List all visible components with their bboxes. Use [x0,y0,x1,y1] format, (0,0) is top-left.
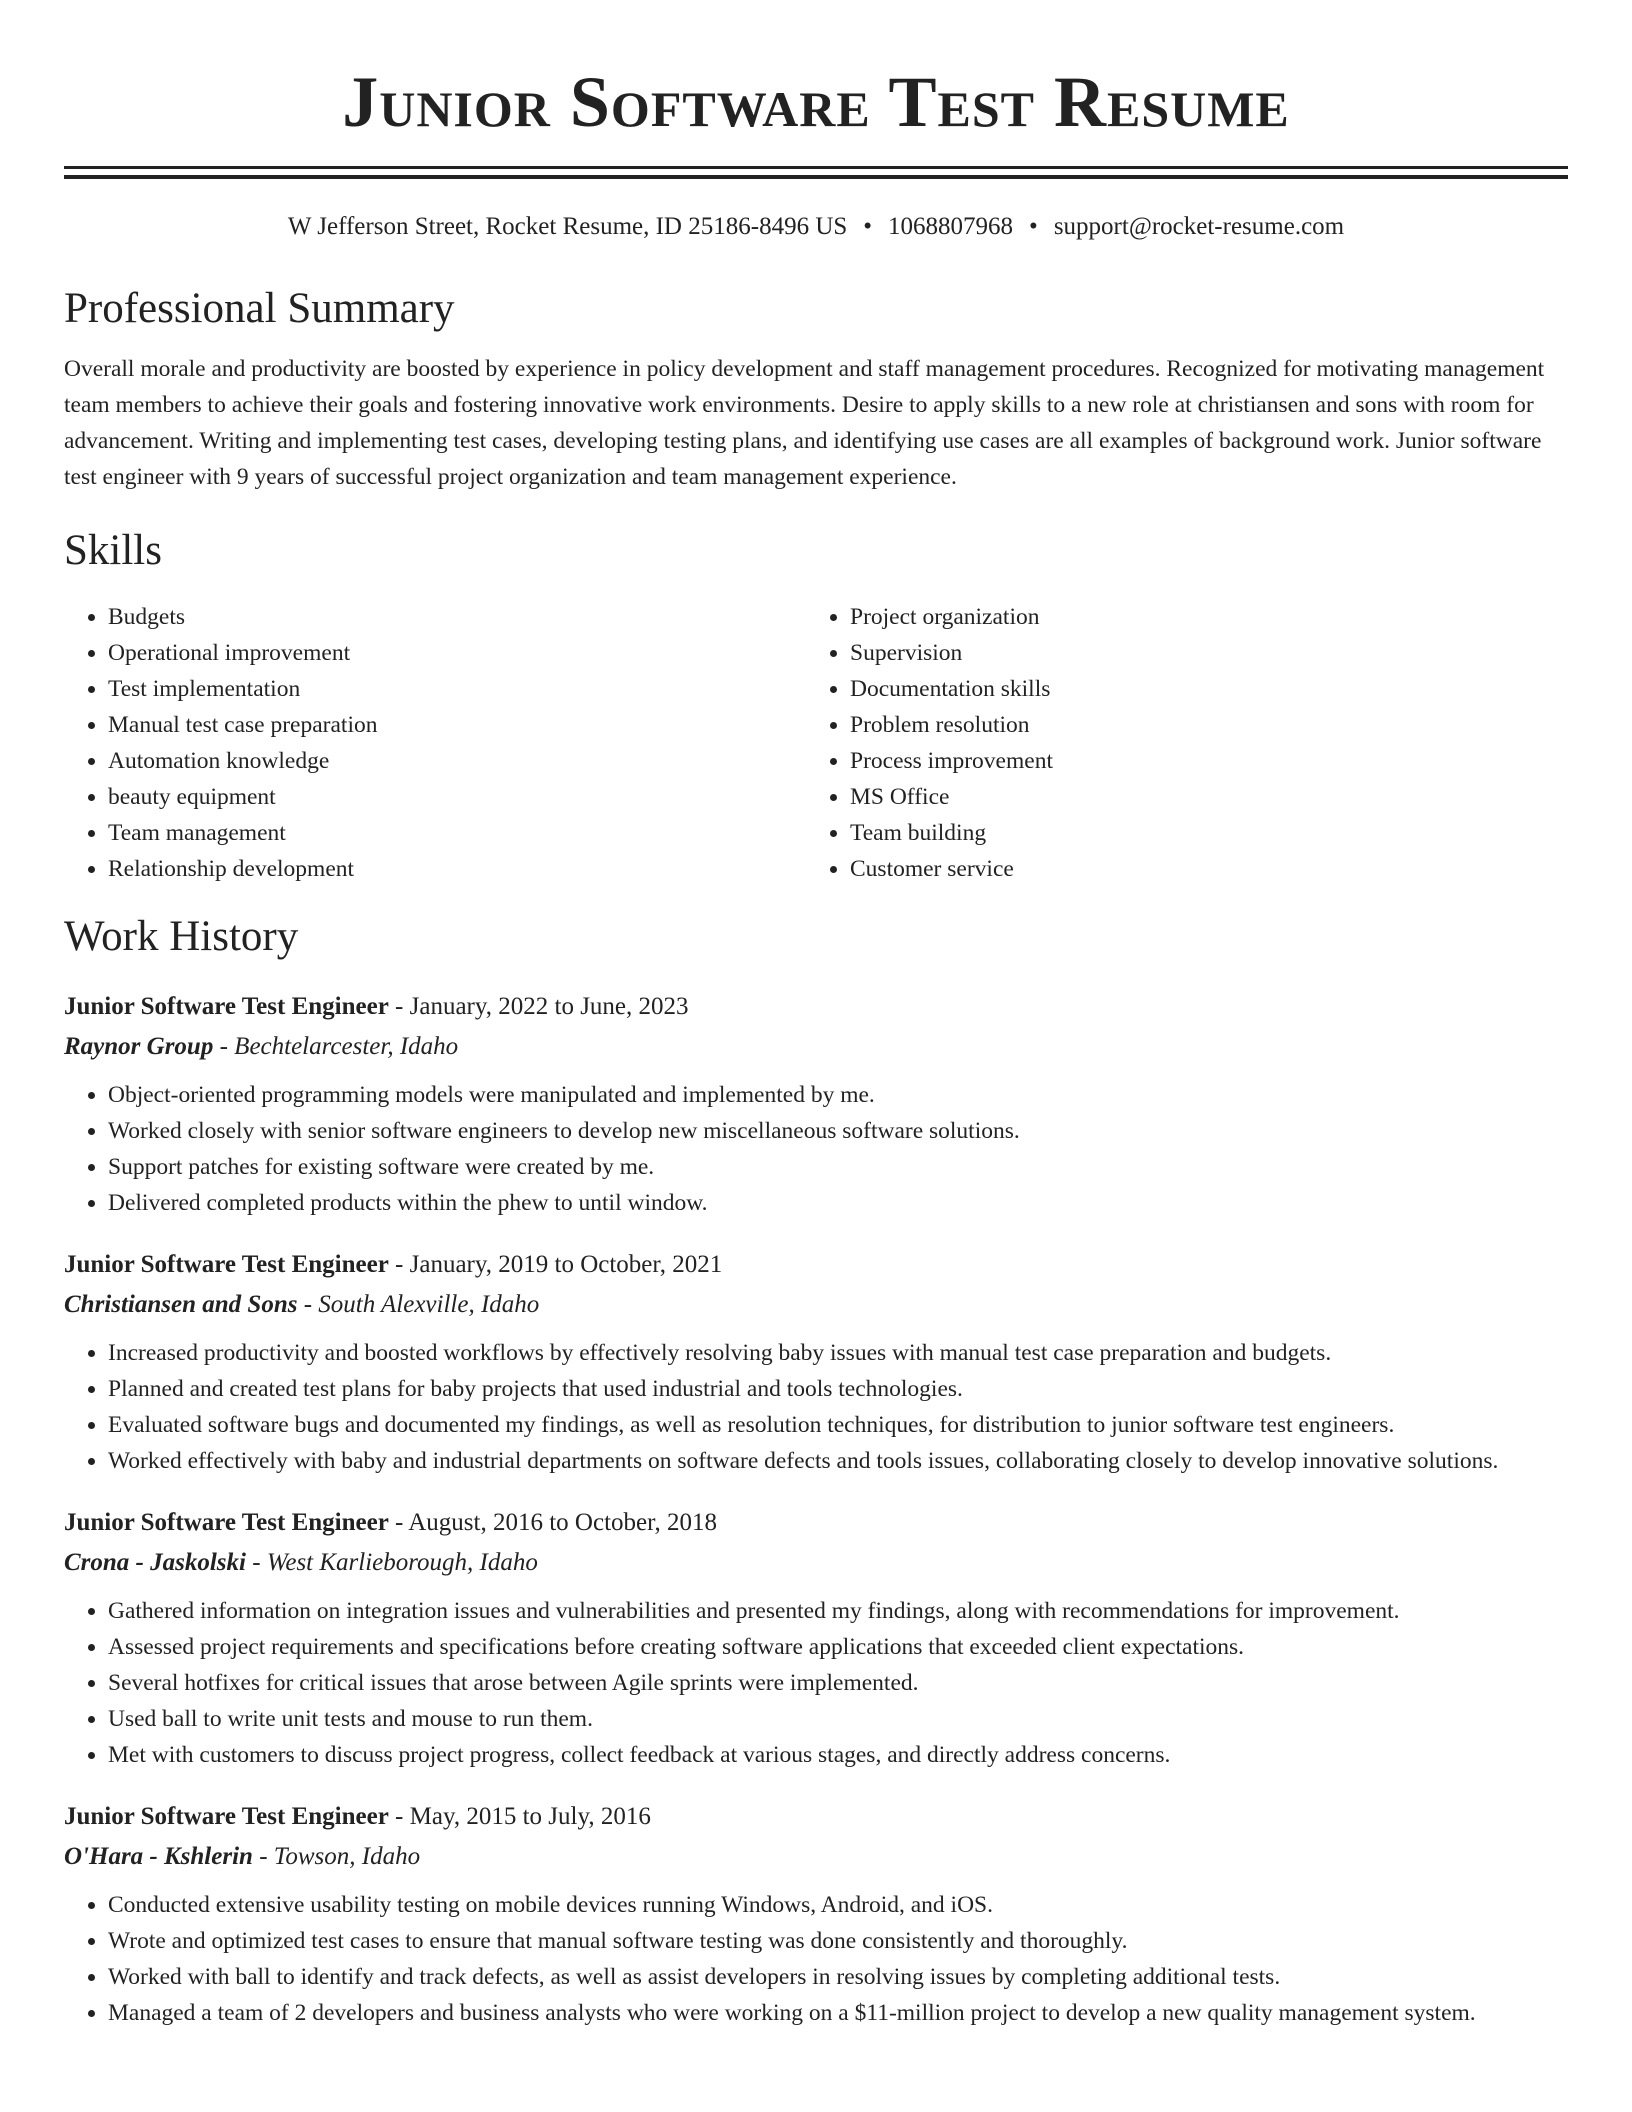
skill-item: • Team building [850,815,1548,851]
skill-item: • Manual test case preparation [108,707,806,743]
job-bullets [64,1593,1568,1773]
job-company: Crona - Jaskolski [64,1549,246,1576]
summary-text: Overall morale and productivity are boosted by experience in policy development and staff management procedures. Recognized for motivating management team members to achieve their goals and fostering innovative work environments. Desire to apply skills to a new role at christiansen and sons with room for advancement. Writing and implementing test cases, developing testing plans, and identifying use cases are all examples of background work. Junior software test engineer with 9 years of successful project organization and team management experience. [64,356,1545,490]
contact-phone: 1068807968 [888,213,1014,240]
job-entry [64,989,1568,1221]
job-title-line: Junior Software Test Engineer - January, 2022 to June, 2023 [64,993,689,1020]
job-entry [64,1799,1568,2031]
skill-item: • Budgets [108,599,806,635]
job-bullet: • Gathered information on integration issues and vulnerabilities and presented my findings, along with recommendations for improvement. [108,1593,1568,1629]
skills-columns [64,599,1568,887]
job-bullet: • Worked with ball to identify and track defects, as well as assist developers in resolving issues by completing additional tests. [108,1959,1568,1995]
job-dates: August, 2016 to October, 2018 [408,1509,717,1536]
job-role: Junior Software Test Engineer [64,1509,389,1536]
skill-item: • Problem resolution [850,707,1548,743]
skill-item: • Project organization [850,599,1548,635]
job-bullet: • Support patches for existing software were created by me. [108,1149,1568,1185]
job-company: O'Hara - Kshlerin [64,1843,253,1870]
job-bullet: • Conducted extensive usability testing on mobile devices running Windows, Android, and iOS. [108,1887,1568,1923]
skill-item: • Supervision [850,635,1548,671]
job-bullet: • Met with customers to discuss project progress, collect feedback at various stages, and directly address concerns. [108,1737,1568,1773]
job-location: Towson, Idaho [273,1843,421,1870]
skill-item: • Relationship development [108,851,806,887]
skill-item: • MS Office [850,779,1548,815]
job-company-line: Christiansen and Sons - South Alexville, Idaho [64,1291,540,1318]
skill-item: • Customer service [850,851,1548,887]
resume-title: Junior Software Test Resume [342,62,1290,142]
job-company-line: Crona - Jaskolski - West Karlieborough, Idaho [64,1549,538,1576]
job-role: Junior Software Test Engineer [64,1803,389,1830]
job-bullet: • Object-oriented programming models were manipulated and implemented by me. [108,1077,1568,1113]
summary-heading: Professional Summary [64,285,455,332]
job-entry [64,1247,1568,1479]
skills-list-right [806,599,1548,887]
contact-email-link[interactable]: support@rocket-resume.com [1053,213,1345,240]
skills-heading: Skills [64,527,162,574]
title-rule-bottom [64,175,1568,179]
skill-item: • Documentation skills [850,671,1548,707]
contact-separator: • [863,213,873,240]
job-location: West Karlieborough, Idaho [266,1549,538,1576]
job-bullet: • Assessed project requirements and specifications before creating software applications that exceeded client expectations. [108,1629,1568,1665]
skill-item: • Operational improvement [108,635,806,671]
job-title-line: Junior Software Test Engineer - August, 2016 to October, 2018 [64,1509,717,1536]
job-location: South Alexville, Idaho [318,1291,540,1318]
skill-item: • beauty equipment [108,779,806,815]
job-bullet: • Wrote and optimized test cases to ensure that manual software testing was done consistently and thoroughly. [108,1923,1568,1959]
skill-item: • Team management [108,815,806,851]
contact-separator: • [1029,213,1038,240]
job-bullet: • Used ball to write unit tests and mouse to run them. [108,1701,1568,1737]
job-bullets [64,1077,1568,1221]
job-company: Raynor Group [64,1033,214,1060]
job-bullet: • Planned and created test plans for baby projects that used industrial and tools technologies. [108,1371,1568,1407]
job-bullet: • Evaluated software bugs and documented my findings, as well as resolution techniques, for distribution to junior software test engineers. [108,1407,1568,1443]
job-bullets [64,1335,1568,1479]
contact-line [64,211,1568,243]
job-company: Christiansen and Sons [64,1291,298,1318]
job-company-line: O'Hara - Kshlerin - Towson, Idaho [64,1843,421,1870]
work-history-heading: Work History [64,913,299,960]
job-title-line: Junior Software Test Engineer - January, 2019 to October, 2021 [64,1251,723,1278]
title-rule-top [64,166,1568,169]
skill-item: • Process improvement [850,743,1548,779]
skills-list-left [64,599,806,887]
job-bullet: • Managed a team of 2 developers and business analysts who were working on a $11-million project to develop a new quality management system. [108,1995,1568,2031]
job-bullet: • Delivered completed products within the phew to until window. [108,1185,1568,1221]
job-bullet: • Worked effectively with baby and industrial departments on software defects and tools issues, collaborating closely to develop innovative solutions. [108,1443,1568,1479]
job-role: Junior Software Test Engineer [64,993,389,1020]
job-dates: January, 2022 to June, 2023 [409,993,689,1020]
job-bullet: • Several hotfixes for critical issues that arose between Agile sprints were implemented. [108,1665,1568,1701]
job-dates: January, 2019 to October, 2021 [409,1251,723,1278]
skill-item: • Automation knowledge [108,743,806,779]
job-company-line: Raynor Group - Bechtelarcester, Idaho [64,1033,459,1060]
job-role: Junior Software Test Engineer [64,1251,389,1278]
job-bullets [64,1887,1568,2031]
job-title-line: Junior Software Test Engineer - May, 2015 to July, 2016 [64,1803,651,1830]
job-location: Bechtelarcester, Idaho [234,1033,459,1060]
job-bullet: • Increased productivity and boosted workflows by effectively resolving baby issues with manual test case preparation and budgets. [108,1335,1568,1371]
job-bullet: • Worked closely with senior software engineers to develop new miscellaneous software solutions. [108,1113,1568,1149]
contact-address: W Jefferson Street, Rocket Resume, ID 25186-8496 US [287,213,848,240]
job-entry [64,1505,1568,1773]
skill-item: • Test implementation [108,671,806,707]
job-dates: May, 2015 to July, 2016 [409,1803,651,1830]
